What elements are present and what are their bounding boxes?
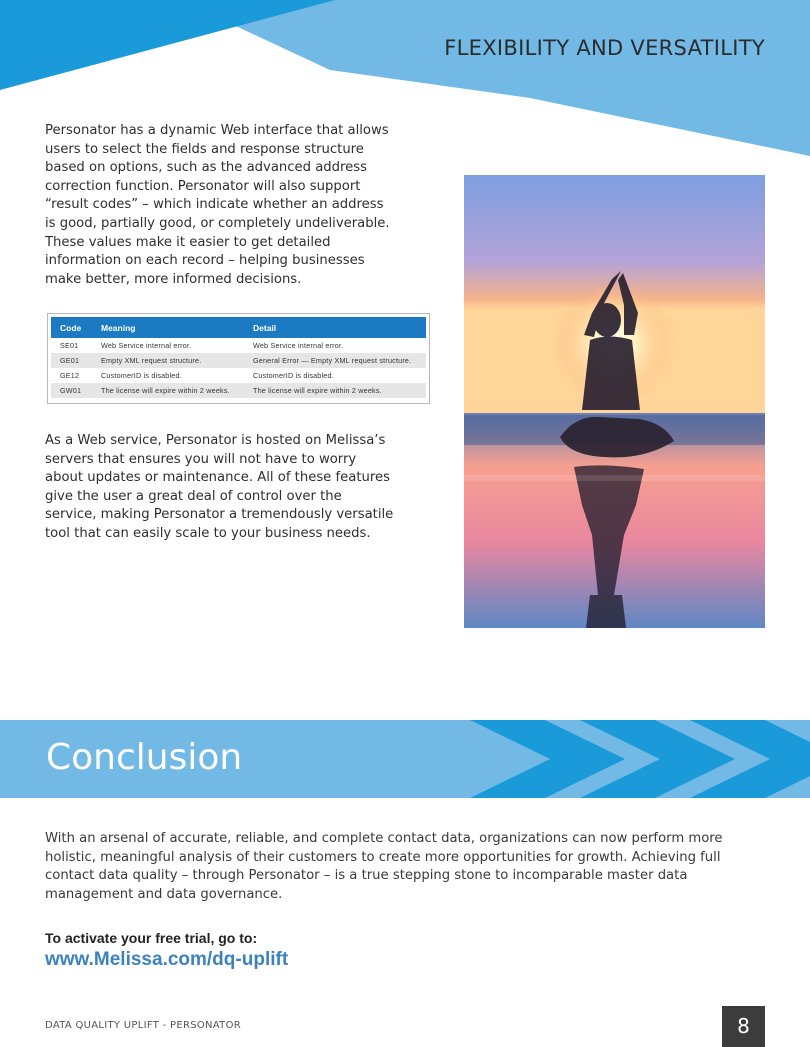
yoga-sunset-photo <box>464 175 765 628</box>
cell-code: GE12 <box>60 371 80 380</box>
header-meaning: Meaning <box>97 317 249 338</box>
conclusion-paragraph: With an arsenal of accurate, reliable, and complete contact data, organizations can now perform more holistic, meaningful analysis of their customers to create more opportunities for growth. Achieving full contact data quality – through Personator – is a true stepping stone to incomparable master data management and data governance. <box>45 831 723 902</box>
cell-meaning: The license will expire within 2 weeks. <box>97 383 249 398</box>
intro-paragraph: Personator has a dynamic Web interface that allows users to select the fields and response structure based on options, such as the advanced address correction function. Personator will also support “result codes” – which indicate whether an address is good, partially good, or completely undeliverable. These values make it easier to get detailed information on each record – helping businesses make better, more informed decisions. <box>45 123 390 287</box>
free-trial-link[interactable]: www.Melissa.com/dq-uplift <box>45 949 289 970</box>
cell-meaning: CustomerID is disabled. <box>101 371 182 380</box>
table-row <box>51 368 426 383</box>
cell-detail: General Error — Empty XML request structure. <box>249 353 426 368</box>
footer-document-title: DATA QUALITY UPLIFT - PERSONATOR <box>45 1020 241 1031</box>
web-service-paragraph: As a Web service, Personator is hosted on Melissa’s servers that ensures you will not have to worry about updates or maintenance. All of these features give the user a great deal of control over the service, making Personator a tremendously versatile tool that can easily scale to your business needs. <box>45 433 394 541</box>
table-row <box>51 383 426 398</box>
section-title: FLEXIBILITY AND VERSATILITY <box>444 36 765 60</box>
cta-label: To activate your free trial, go to: <box>45 930 258 946</box>
cell-code: GW01 <box>51 383 97 398</box>
cell-meaning: Empty XML request structure. <box>97 353 249 368</box>
result-codes-table <box>47 313 430 404</box>
header-code: Code <box>51 317 97 338</box>
header-detail: Detail <box>249 317 426 338</box>
table-row <box>51 353 426 368</box>
conclusion-title: Conclusion <box>46 737 243 778</box>
cell-detail: CustomerID is disabled. <box>253 371 334 380</box>
cell-code: SE01 <box>60 341 79 350</box>
table-row <box>51 338 426 353</box>
cell-meaning: Web Service internal error. <box>101 341 192 350</box>
cell-detail: The license will expire within 2 weeks. <box>249 383 426 398</box>
cell-detail: Web Service internal error. <box>253 341 344 350</box>
table-header-row <box>51 317 426 338</box>
page-number-badge: 8 <box>722 1006 765 1047</box>
cell-code: GE01 <box>51 353 97 368</box>
